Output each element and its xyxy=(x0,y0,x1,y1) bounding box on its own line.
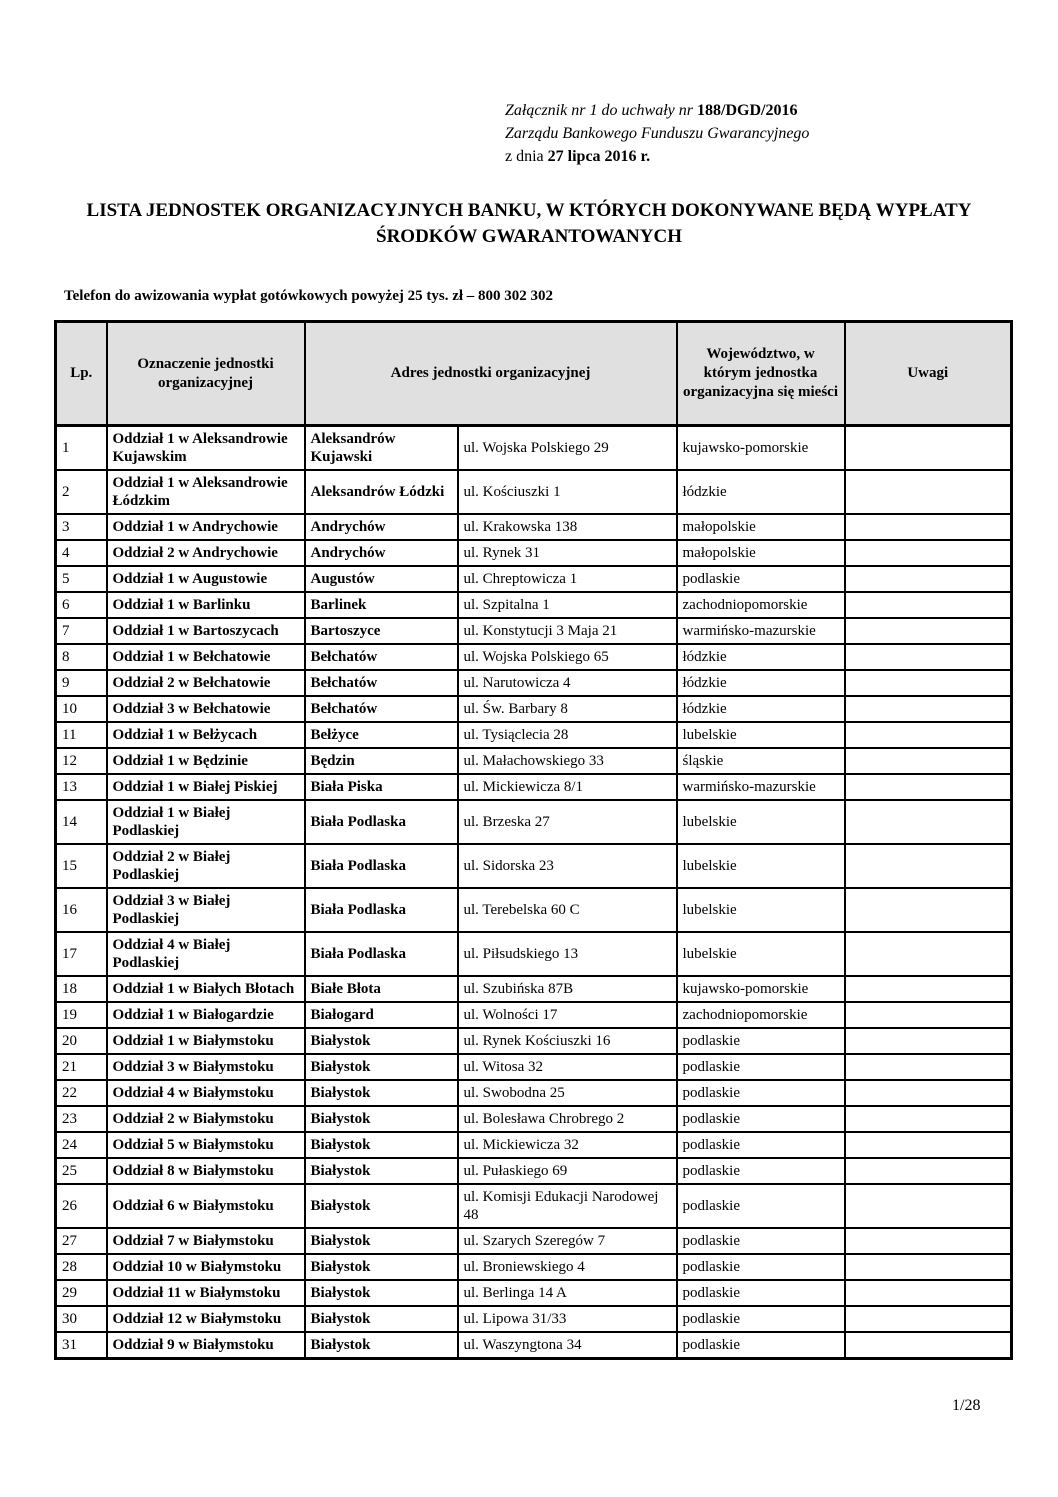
cell-city: Białogard xyxy=(305,1002,458,1028)
cell-street: ul. Bolesława Chrobrego 2 xyxy=(458,1106,677,1132)
cell-remarks xyxy=(845,1080,1012,1106)
cell-lp: 15 xyxy=(56,844,107,888)
cell-city: Biała Podlaska xyxy=(305,888,458,932)
cell-city: Bełżyce xyxy=(305,722,458,748)
cell-designation: Oddział 1 w Białej Piskiej xyxy=(107,774,305,800)
cell-street: ul. Broniewskiego 4 xyxy=(458,1254,677,1280)
cell-remarks xyxy=(845,1306,1012,1332)
cell-designation: Oddział 1 w Aleksandrowie Kujawskim xyxy=(107,426,305,471)
cell-voivodeship: zachodniopomorskie xyxy=(677,1002,845,1028)
cell-city: Białystok xyxy=(305,1306,458,1332)
table-row xyxy=(56,696,1012,722)
page-title xyxy=(40,198,1018,250)
cell-designation: Oddział 1 w Bartoszycach xyxy=(107,618,305,644)
cell-street: ul. Kościuszki 1 xyxy=(458,470,677,514)
cell-lp: 24 xyxy=(56,1132,107,1158)
cell-remarks xyxy=(845,1254,1012,1280)
cell-city: Białystok xyxy=(305,1184,458,1228)
cell-voivodeship: lubelskie xyxy=(677,844,845,888)
table-row xyxy=(56,888,1012,932)
cell-street: ul. Wojska Polskiego 65 xyxy=(458,644,677,670)
cell-remarks xyxy=(845,800,1012,844)
cell-lp: 3 xyxy=(56,514,107,540)
cell-lp: 26 xyxy=(56,1184,107,1228)
column-header-designation: Oznaczenie jednostki organizacyjnej xyxy=(107,322,305,426)
cell-lp: 22 xyxy=(56,1080,107,1106)
cell-voivodeship: podlaskie xyxy=(677,1184,845,1228)
cell-voivodeship: podlaskie xyxy=(677,566,845,592)
cell-lp: 30 xyxy=(56,1306,107,1332)
cell-voivodeship: kujawsko-pomorskie xyxy=(677,426,845,471)
cell-designation: Oddział 1 w Białych Błotach xyxy=(107,976,305,1002)
cell-remarks xyxy=(845,976,1012,1002)
cell-remarks xyxy=(845,1228,1012,1254)
cell-street: ul. Sidorska 23 xyxy=(458,844,677,888)
attachment-note-line3-text: z dnia xyxy=(505,148,548,165)
cell-designation: Oddział 3 w Białymstoku xyxy=(107,1054,305,1080)
cell-designation: Oddział 2 w Białymstoku xyxy=(107,1106,305,1132)
table-body xyxy=(56,426,1012,1359)
table-row xyxy=(56,844,1012,888)
cell-city: Augustów xyxy=(305,566,458,592)
cell-city: Białystok xyxy=(305,1254,458,1280)
cell-remarks xyxy=(845,1158,1012,1184)
cell-city: Białystok xyxy=(305,1332,458,1359)
cell-designation: Oddział 1 w Augustowie xyxy=(107,566,305,592)
cell-lp: 1 xyxy=(56,426,107,471)
attachment-note-date: 27 lipca 2016 r. xyxy=(547,148,651,165)
table-row xyxy=(56,976,1012,1002)
attachment-note-resolution-number: 188/DGD/2016 xyxy=(697,102,798,119)
table-row xyxy=(56,1158,1012,1184)
table-row xyxy=(56,670,1012,696)
cell-designation: Oddział 1 w Barlinku xyxy=(107,592,305,618)
cell-remarks xyxy=(845,514,1012,540)
table-row xyxy=(56,1106,1012,1132)
cell-street: ul. Krakowska 138 xyxy=(458,514,677,540)
cell-designation: Oddział 5 w Białymstoku xyxy=(107,1132,305,1158)
cell-city: Białe Błota xyxy=(305,976,458,1002)
cell-street: ul. Szpitalna 1 xyxy=(458,592,677,618)
cell-designation: Oddział 1 w Będzinie xyxy=(107,748,305,774)
cell-designation: Oddział 2 w Bełchatowie xyxy=(107,670,305,696)
table-row xyxy=(56,1002,1012,1028)
cell-voivodeship: podlaskie xyxy=(677,1132,845,1158)
cell-designation: Oddział 9 w Białymstoku xyxy=(107,1332,305,1359)
branches-table xyxy=(54,320,1013,1360)
cell-lp: 16 xyxy=(56,888,107,932)
cell-lp: 31 xyxy=(56,1332,107,1359)
cell-street: ul. Rynek Kościuszki 16 xyxy=(458,1028,677,1054)
table-row xyxy=(56,932,1012,976)
cell-voivodeship: kujawsko-pomorskie xyxy=(677,976,845,1002)
cell-lp: 5 xyxy=(56,566,107,592)
cell-voivodeship: łódzkie xyxy=(677,696,845,722)
page-title-line2: ŚRODKÓW GWARANTOWANYCH xyxy=(376,226,682,247)
cell-voivodeship: małopolskie xyxy=(677,540,845,566)
cell-voivodeship: podlaskie xyxy=(677,1254,845,1280)
cell-city: Bełchatów xyxy=(305,670,458,696)
cell-designation: Oddział 1 w Białymstoku xyxy=(107,1028,305,1054)
cell-voivodeship: warmińsko-mazurskie xyxy=(677,618,845,644)
cell-lp: 12 xyxy=(56,748,107,774)
cell-remarks xyxy=(845,1002,1012,1028)
cell-remarks xyxy=(845,1054,1012,1080)
cell-city: Bartoszyce xyxy=(305,618,458,644)
table-row xyxy=(56,1280,1012,1306)
cell-street: ul. Tysiąclecia 28 xyxy=(458,722,677,748)
phone-note: Telefon do awizowania wypłat gotówkowych powyżej 25 tys. zł – 800 302 302 xyxy=(64,288,554,304)
cell-street: ul. Św. Barbary 8 xyxy=(458,696,677,722)
attachment-note-line2: Zarządu Bankowego Funduszu Gwarancyjnego xyxy=(505,125,810,142)
table-row xyxy=(56,1184,1012,1228)
cell-city: Białystok xyxy=(305,1132,458,1158)
cell-remarks xyxy=(845,670,1012,696)
cell-city: Białystok xyxy=(305,1280,458,1306)
cell-designation: Oddział 1 w Bełżycach xyxy=(107,722,305,748)
cell-street: ul. Berlinga 14 A xyxy=(458,1280,677,1306)
table-row xyxy=(56,1254,1012,1280)
cell-lp: 28 xyxy=(56,1254,107,1280)
table-row xyxy=(56,800,1012,844)
cell-remarks xyxy=(845,426,1012,471)
table-row xyxy=(56,514,1012,540)
cell-designation: Oddział 2 w Andrychowie xyxy=(107,540,305,566)
cell-remarks xyxy=(845,1028,1012,1054)
cell-street: ul. Chreptowicza 1 xyxy=(458,566,677,592)
cell-designation: Oddział 1 w Aleksandrowie Łódzkim xyxy=(107,470,305,514)
cell-remarks xyxy=(845,644,1012,670)
cell-designation: Oddział 8 w Białymstoku xyxy=(107,1158,305,1184)
cell-designation: Oddział 3 w Bełchatowie xyxy=(107,696,305,722)
table-row xyxy=(56,1228,1012,1254)
cell-remarks xyxy=(845,1332,1012,1359)
cell-street: ul. Swobodna 25 xyxy=(458,1080,677,1106)
table-row xyxy=(56,1332,1012,1359)
table-header xyxy=(56,322,1012,426)
cell-voivodeship: podlaskie xyxy=(677,1054,845,1080)
cell-lp: 18 xyxy=(56,976,107,1002)
cell-city: Aleksandrów Łódzki xyxy=(305,470,458,514)
table-row xyxy=(56,1306,1012,1332)
table-row xyxy=(56,722,1012,748)
column-header-remarks: Uwagi xyxy=(845,322,1012,426)
table-row xyxy=(56,566,1012,592)
page-number: 1/28 xyxy=(952,1397,981,1414)
cell-remarks xyxy=(845,470,1012,514)
table-row xyxy=(56,470,1012,514)
table-row xyxy=(56,1054,1012,1080)
cell-voivodeship: podlaskie xyxy=(677,1280,845,1306)
cell-designation: Oddział 1 w Białej Podlaskiej xyxy=(107,800,305,844)
cell-city: Biała Podlaska xyxy=(305,844,458,888)
cell-designation: Oddział 12 w Białymstoku xyxy=(107,1306,305,1332)
cell-lp: 29 xyxy=(56,1280,107,1306)
cell-city: Białystok xyxy=(305,1106,458,1132)
cell-designation: Oddział 7 w Białymstoku xyxy=(107,1228,305,1254)
cell-voivodeship: podlaskie xyxy=(677,1158,845,1184)
cell-street: ul. Rynek 31 xyxy=(458,540,677,566)
cell-lp: 4 xyxy=(56,540,107,566)
cell-voivodeship: podlaskie xyxy=(677,1228,845,1254)
cell-lp: 9 xyxy=(56,670,107,696)
cell-voivodeship: małopolskie xyxy=(677,514,845,540)
column-header-lp: Lp. xyxy=(56,322,107,426)
cell-lp: 7 xyxy=(56,618,107,644)
cell-street: ul. Konstytucji 3 Maja 21 xyxy=(458,618,677,644)
cell-designation: Oddział 1 w Andrychowie xyxy=(107,514,305,540)
cell-voivodeship: śląskie xyxy=(677,748,845,774)
cell-voivodeship: lubelskie xyxy=(677,932,845,976)
cell-remarks xyxy=(845,1280,1012,1306)
cell-voivodeship: podlaskie xyxy=(677,1306,845,1332)
cell-voivodeship: łódzkie xyxy=(677,470,845,514)
cell-street: ul. Lipowa 31/33 xyxy=(458,1306,677,1332)
cell-street: ul. Piłsudskiego 13 xyxy=(458,932,677,976)
cell-lp: 13 xyxy=(56,774,107,800)
table-header-row xyxy=(56,322,1012,426)
cell-lp: 21 xyxy=(56,1054,107,1080)
cell-voivodeship: podlaskie xyxy=(677,1106,845,1132)
cell-remarks xyxy=(845,540,1012,566)
table-row xyxy=(56,1132,1012,1158)
cell-voivodeship: podlaskie xyxy=(677,1028,845,1054)
cell-city: Barlinek xyxy=(305,592,458,618)
attachment-note-line1 xyxy=(505,99,809,122)
cell-lp: 20 xyxy=(56,1028,107,1054)
cell-street: ul. Witosa 32 xyxy=(458,1054,677,1080)
cell-designation: Oddział 6 w Białymstoku xyxy=(107,1184,305,1228)
table-row xyxy=(56,774,1012,800)
cell-lp: 11 xyxy=(56,722,107,748)
cell-designation: Oddział 1 w Bełchatowie xyxy=(107,644,305,670)
cell-street: ul. Szarych Szeregów 7 xyxy=(458,1228,677,1254)
cell-remarks xyxy=(845,774,1012,800)
cell-street: ul. Terebelska 60 C xyxy=(458,888,677,932)
cell-city: Biała Podlaska xyxy=(305,932,458,976)
column-header-address: Adres jednostki organizacyjnej xyxy=(305,322,677,426)
cell-street: ul. Szubińska 87B xyxy=(458,976,677,1002)
cell-lp: 14 xyxy=(56,800,107,844)
cell-remarks xyxy=(845,888,1012,932)
cell-city: Bełchatów xyxy=(305,696,458,722)
cell-lp: 2 xyxy=(56,470,107,514)
cell-street: ul. Brzeska 27 xyxy=(458,800,677,844)
table-row xyxy=(56,540,1012,566)
cell-lp: 25 xyxy=(56,1158,107,1184)
cell-lp: 8 xyxy=(56,644,107,670)
attachment-note xyxy=(505,99,809,168)
cell-city: Będzin xyxy=(305,748,458,774)
cell-street: ul. Wojska Polskiego 29 xyxy=(458,426,677,471)
cell-remarks xyxy=(845,722,1012,748)
cell-remarks xyxy=(845,618,1012,644)
cell-voivodeship: łódzkie xyxy=(677,670,845,696)
cell-lp: 10 xyxy=(56,696,107,722)
cell-voivodeship: zachodniopomorskie xyxy=(677,592,845,618)
table-row xyxy=(56,426,1012,471)
cell-street: ul. Małachowskiego 33 xyxy=(458,748,677,774)
cell-designation: Oddział 11 w Białymstoku xyxy=(107,1280,305,1306)
cell-remarks xyxy=(845,592,1012,618)
cell-voivodeship: łódzkie xyxy=(677,644,845,670)
table-row xyxy=(56,644,1012,670)
cell-city: Białystok xyxy=(305,1158,458,1184)
page-title-line1: LISTA JEDNOSTEK ORGANIZACYJNYCH BANKU, W KTÓRYCH DOKONYWANE BĘDĄ WYPŁATY xyxy=(86,200,972,221)
cell-city: Biała Piska xyxy=(305,774,458,800)
attachment-note-line1-text: Załącznik nr 1 do uchwały nr xyxy=(505,102,697,119)
cell-voivodeship: warmińsko-mazurskie xyxy=(677,774,845,800)
cell-street: ul. Narutowicza 4 xyxy=(458,670,677,696)
cell-designation: Oddział 2 w Białej Podlaskiej xyxy=(107,844,305,888)
cell-voivodeship: lubelskie xyxy=(677,800,845,844)
table-row xyxy=(56,618,1012,644)
cell-voivodeship: podlaskie xyxy=(677,1080,845,1106)
cell-remarks xyxy=(845,1184,1012,1228)
cell-remarks xyxy=(845,1106,1012,1132)
cell-designation: Oddział 4 w Białymstoku xyxy=(107,1080,305,1106)
cell-voivodeship: lubelskie xyxy=(677,888,845,932)
cell-city: Andrychów xyxy=(305,540,458,566)
cell-lp: 27 xyxy=(56,1228,107,1254)
cell-lp: 23 xyxy=(56,1106,107,1132)
cell-city: Białystok xyxy=(305,1228,458,1254)
attachment-note-line3 xyxy=(505,145,809,168)
table-row xyxy=(56,592,1012,618)
cell-street: ul. Pułaskiego 69 xyxy=(458,1158,677,1184)
cell-street: ul. Wolności 17 xyxy=(458,1002,677,1028)
cell-voivodeship: lubelskie xyxy=(677,722,845,748)
cell-lp: 17 xyxy=(56,932,107,976)
table-row xyxy=(56,1080,1012,1106)
cell-remarks xyxy=(845,696,1012,722)
cell-designation: Oddział 3 w Białej Podlaskiej xyxy=(107,888,305,932)
table-row xyxy=(56,748,1012,774)
cell-remarks xyxy=(845,748,1012,774)
cell-city: Białystok xyxy=(305,1080,458,1106)
cell-street: ul. Mickiewicza 8/1 xyxy=(458,774,677,800)
cell-city: Białystok xyxy=(305,1028,458,1054)
cell-street: ul. Mickiewicza 32 xyxy=(458,1132,677,1158)
cell-city: Bełchatów xyxy=(305,644,458,670)
cell-designation: Oddział 1 w Białogardzie xyxy=(107,1002,305,1028)
cell-remarks xyxy=(845,566,1012,592)
cell-street: ul. Waszyngtona 34 xyxy=(458,1332,677,1359)
cell-remarks xyxy=(845,1132,1012,1158)
cell-remarks xyxy=(845,932,1012,976)
table-row xyxy=(56,1028,1012,1054)
cell-lp: 19 xyxy=(56,1002,107,1028)
cell-designation: Oddział 4 w Białej Podlaskiej xyxy=(107,932,305,976)
cell-designation: Oddział 10 w Białymstoku xyxy=(107,1254,305,1280)
cell-voivodeship: podlaskie xyxy=(677,1332,845,1359)
cell-city: Andrychów xyxy=(305,514,458,540)
cell-street: ul. Komisji Edukacji Narodowej 48 xyxy=(458,1184,677,1228)
column-header-voivodeship: Województwo, w którym jednostka organizacyjna się mieści xyxy=(677,322,845,426)
cell-city: Aleksandrów Kujawski xyxy=(305,426,458,471)
cell-remarks xyxy=(845,844,1012,888)
cell-city: Białystok xyxy=(305,1054,458,1080)
cell-lp: 6 xyxy=(56,592,107,618)
cell-city: Biała Podlaska xyxy=(305,800,458,844)
